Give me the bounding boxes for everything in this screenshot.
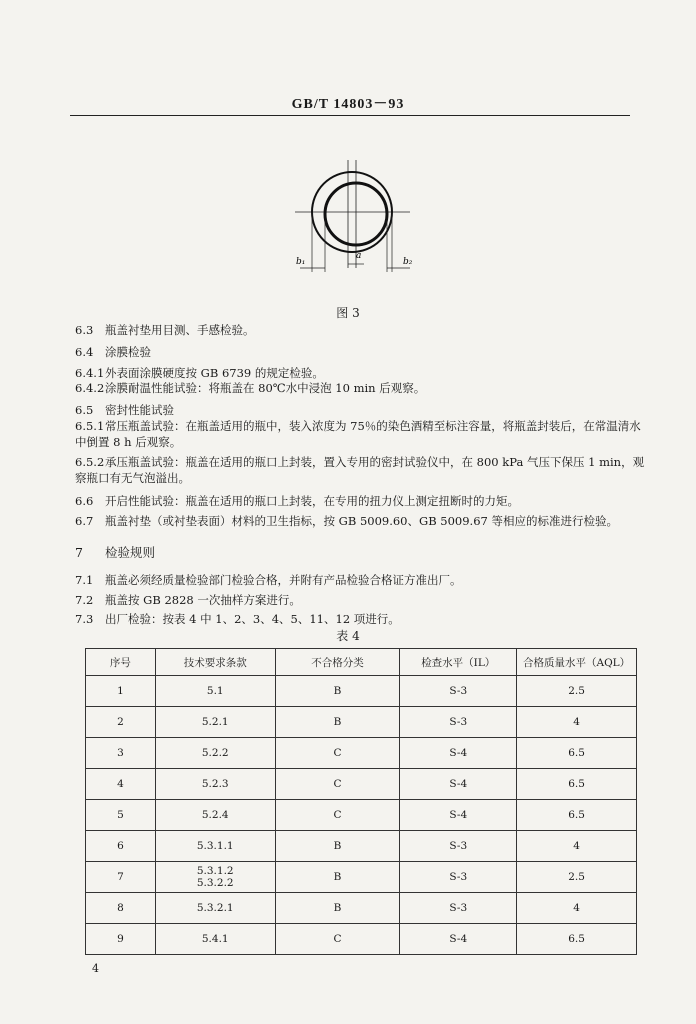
cell-no: 1 xyxy=(86,676,156,707)
cell-clause: 5.2.3 xyxy=(155,769,275,800)
cell-class: B xyxy=(275,831,400,862)
table-row xyxy=(86,924,637,955)
section-6-4-1: 6.4.1外表面涂膜硬度按 GB 6739 的规定检验。 xyxy=(75,366,324,380)
cell-il: S-4 xyxy=(400,924,517,955)
section-6-4-2: 6.4.2涂膜耐温性能试验：将瓶盖在 80℃水中浸泡 10 min 后观察。 xyxy=(75,381,426,395)
section-6-7: 6.7 瓶盖衬垫（或衬垫表面）材料的卫生指标，按 GB 5009.60、GB 5009.67 等相应的标准进行检验。 xyxy=(75,514,619,528)
cell-no: 7 xyxy=(86,862,156,893)
section-7-2: 7.2 瓶盖按 GB 2828 一次抽样方案进行。 xyxy=(75,593,301,607)
header-rule xyxy=(70,115,630,116)
header-class: 不合格分类 xyxy=(275,649,400,676)
cell-class: C xyxy=(275,800,400,831)
label-a: a xyxy=(356,251,362,261)
header-aql: 合格质量水平（AQL） xyxy=(517,649,637,676)
table-row xyxy=(86,893,637,924)
cell-clause: 5.2.4 xyxy=(155,800,275,831)
cell-il: S-4 xyxy=(400,738,517,769)
cell-clause: 5.4.1 xyxy=(155,924,275,955)
section-6-4: 6.4 涂膜检验 xyxy=(75,345,151,359)
table-row xyxy=(86,862,637,893)
cell-no: 9 xyxy=(86,924,156,955)
cell-clause: 5.3.2.1 xyxy=(155,893,275,924)
table-row xyxy=(86,676,637,707)
section-7-3: 7.3 出厂检验：按表 4 中 1、2、3、4、5、11、12 项进行。 xyxy=(75,612,400,626)
cell-class: B xyxy=(275,893,400,924)
cell-clause-line2: 5.3.2.2 xyxy=(196,877,234,889)
section-7-heading: 7 检验规则 xyxy=(75,545,156,560)
inspection-table xyxy=(85,648,637,955)
table-header-row xyxy=(86,649,637,676)
cell-aql: 2.5 xyxy=(517,676,637,707)
cell-no: 5 xyxy=(86,800,156,831)
cell-class: B xyxy=(275,707,400,738)
cell-il: S-3 xyxy=(400,707,517,738)
cell-clause: 5.2.1 xyxy=(155,707,275,738)
cell-no: 2 xyxy=(86,707,156,738)
section-6-5: 6.5 密封性能试验 xyxy=(75,403,174,417)
cell-il: S-4 xyxy=(400,800,517,831)
cell-il: S-3 xyxy=(400,676,517,707)
cell-clause: 5.3.1.1 xyxy=(155,831,275,862)
cell-aql: 6.5 xyxy=(517,738,637,769)
figure-caption: 图 3 xyxy=(336,306,360,320)
cell-il: S-3 xyxy=(400,893,517,924)
section-6-5-2: 6.5.2承压瓶盖试验：瓶盖在适用的瓶口上封装，置入专用的密封试验仪中，在 800 kPa 气压下保压 1 min，观察瓶口有无气泡溢出。 xyxy=(75,455,645,485)
cell-clause: 5.2.2 xyxy=(155,738,275,769)
cell-aql: 4 xyxy=(517,831,637,862)
table-row xyxy=(86,831,637,862)
cell-il: S-3 xyxy=(400,831,517,862)
cell-aql: 6.5 xyxy=(517,769,637,800)
cell-clause xyxy=(155,862,275,893)
section-6-6: 6.6 开启性能试验：瓶盖在适用的瓶口上封装，在专用的扭力仪上测定扭断时的力矩。 xyxy=(75,494,519,508)
cell-no: 8 xyxy=(86,893,156,924)
page-number: 4 xyxy=(92,962,99,975)
cell-no: 6 xyxy=(86,831,156,862)
header-il: 检查水平（IL） xyxy=(400,649,517,676)
cell-aql: 4 xyxy=(517,707,637,738)
cell-class: B xyxy=(275,676,400,707)
section-6-3: 6.3 瓶盖衬垫用目测、手感检验。 xyxy=(75,323,255,337)
table-row xyxy=(86,769,637,800)
header-clause: 技术要求条款 xyxy=(155,649,275,676)
table-row xyxy=(86,707,637,738)
label-b2: b₂ xyxy=(403,257,413,267)
standard-header: GB/T 14803－93 xyxy=(291,97,405,112)
cell-class: C xyxy=(275,924,400,955)
cell-class: B xyxy=(275,862,400,893)
cell-class: C xyxy=(275,769,400,800)
section-7-1: 7.1 瓶盖必须经质量检验部门检验合格，并附有产品检验合格证方准出厂。 xyxy=(75,573,462,587)
cell-aql: 6.5 xyxy=(517,800,637,831)
cell-class: C xyxy=(275,738,400,769)
label-b1: b₁ xyxy=(296,257,306,267)
cell-aql: 6.5 xyxy=(517,924,637,955)
cell-aql: 2.5 xyxy=(517,862,637,893)
table-row xyxy=(86,738,637,769)
cell-il: S-3 xyxy=(400,862,517,893)
section-6-5-1: 6.5.1常压瓶盖试验：在瓶盖适用的瓶中，装入浓度为 75％的染色酒精至标注容量，将瓶盖封装后，在常温清水中倒置 8 h 后观察。 xyxy=(75,419,641,449)
header-no: 序号 xyxy=(86,649,156,676)
table-caption: 表 4 xyxy=(336,629,360,643)
cell-il: S-4 xyxy=(400,769,517,800)
cell-no: 4 xyxy=(86,769,156,800)
figure-3-ring-diagram xyxy=(290,160,420,290)
table-row xyxy=(86,800,637,831)
cell-aql: 4 xyxy=(517,893,637,924)
cell-clause-line1: 5.3.1.2 xyxy=(196,865,234,877)
cell-no: 3 xyxy=(86,738,156,769)
cell-clause: 5.1 xyxy=(155,676,275,707)
